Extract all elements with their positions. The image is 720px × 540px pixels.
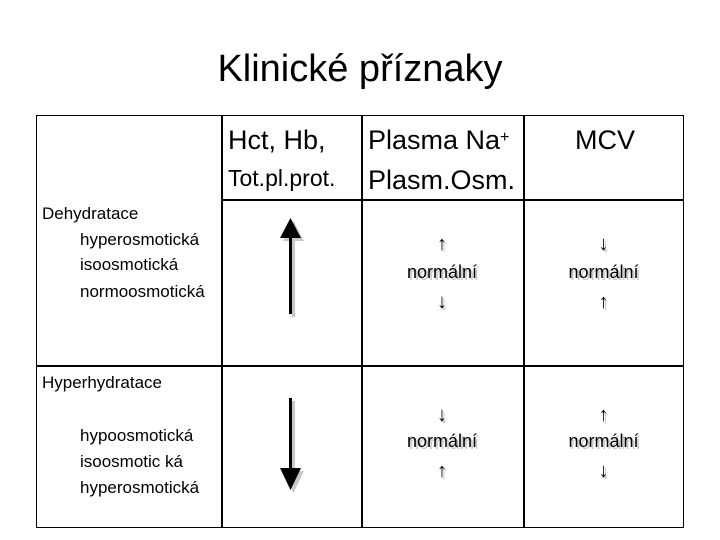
- slide-title: Klinické příznaky: [217, 48, 503, 90]
- dehydration-mcv-value-2: normální: [568, 262, 639, 282]
- dehydration-na-value-3: ↓: [437, 291, 447, 313]
- hyperhydration-hct-arrow: [262, 398, 322, 503]
- hyperhydration-item-3: hyperosmotická: [80, 478, 200, 497]
- header-divider: [221, 199, 684, 201]
- hyperhydration-na-value-2: normální: [406, 431, 478, 451]
- header-hct-line2: Tot.pl.prot.: [228, 165, 336, 191]
- dehydration-na-value-1: ↑: [437, 233, 447, 255]
- hyperhydration-mcv-value-3: ↓: [598, 460, 609, 482]
- header-mcv: MCV: [575, 125, 635, 155]
- hyperhydration-mcv-value-1: ↑: [598, 404, 609, 426]
- hyperhydration-na-value-1: ↓: [437, 404, 447, 426]
- hyperhydration-item-1: hypoosmotická: [80, 426, 194, 445]
- arrow-down-icon: [262, 398, 322, 498]
- hyperhydration-item-2: isoosmotic ká: [80, 452, 183, 471]
- dehydration-label: Dehydratace: [42, 204, 139, 223]
- dehydration-mcv-value-3: ↑: [598, 291, 609, 313]
- header-na-superscript: +: [500, 129, 510, 146]
- dehydration-item-2: isoosmotická: [80, 255, 179, 274]
- section-divider: [36, 365, 684, 367]
- dehydration-hct-arrow: [262, 218, 322, 323]
- arrow-up-icon: [262, 218, 322, 318]
- col-divider-1: [221, 115, 223, 528]
- dehydration-na-value-2: normální: [406, 262, 478, 282]
- hyperhydration-mcv-value-2: normální: [568, 431, 639, 451]
- header-hct-line1: Hct, Hb,: [228, 125, 326, 155]
- header-na-line2: Plasm.Osm.: [368, 165, 516, 195]
- hyperhydration-label: Hyperhydratace: [42, 373, 163, 392]
- hyperhydration-na-value-3: ↑: [437, 460, 447, 482]
- dehydration-item-1: hyperosmotická: [80, 230, 200, 249]
- header-na-text: Plasma Na: [368, 125, 501, 155]
- dehydration-mcv-value-1: ↓: [598, 233, 609, 255]
- dehydration-item-3: normoosmotická: [80, 282, 205, 301]
- header-na-line1: [368, 124, 509, 156]
